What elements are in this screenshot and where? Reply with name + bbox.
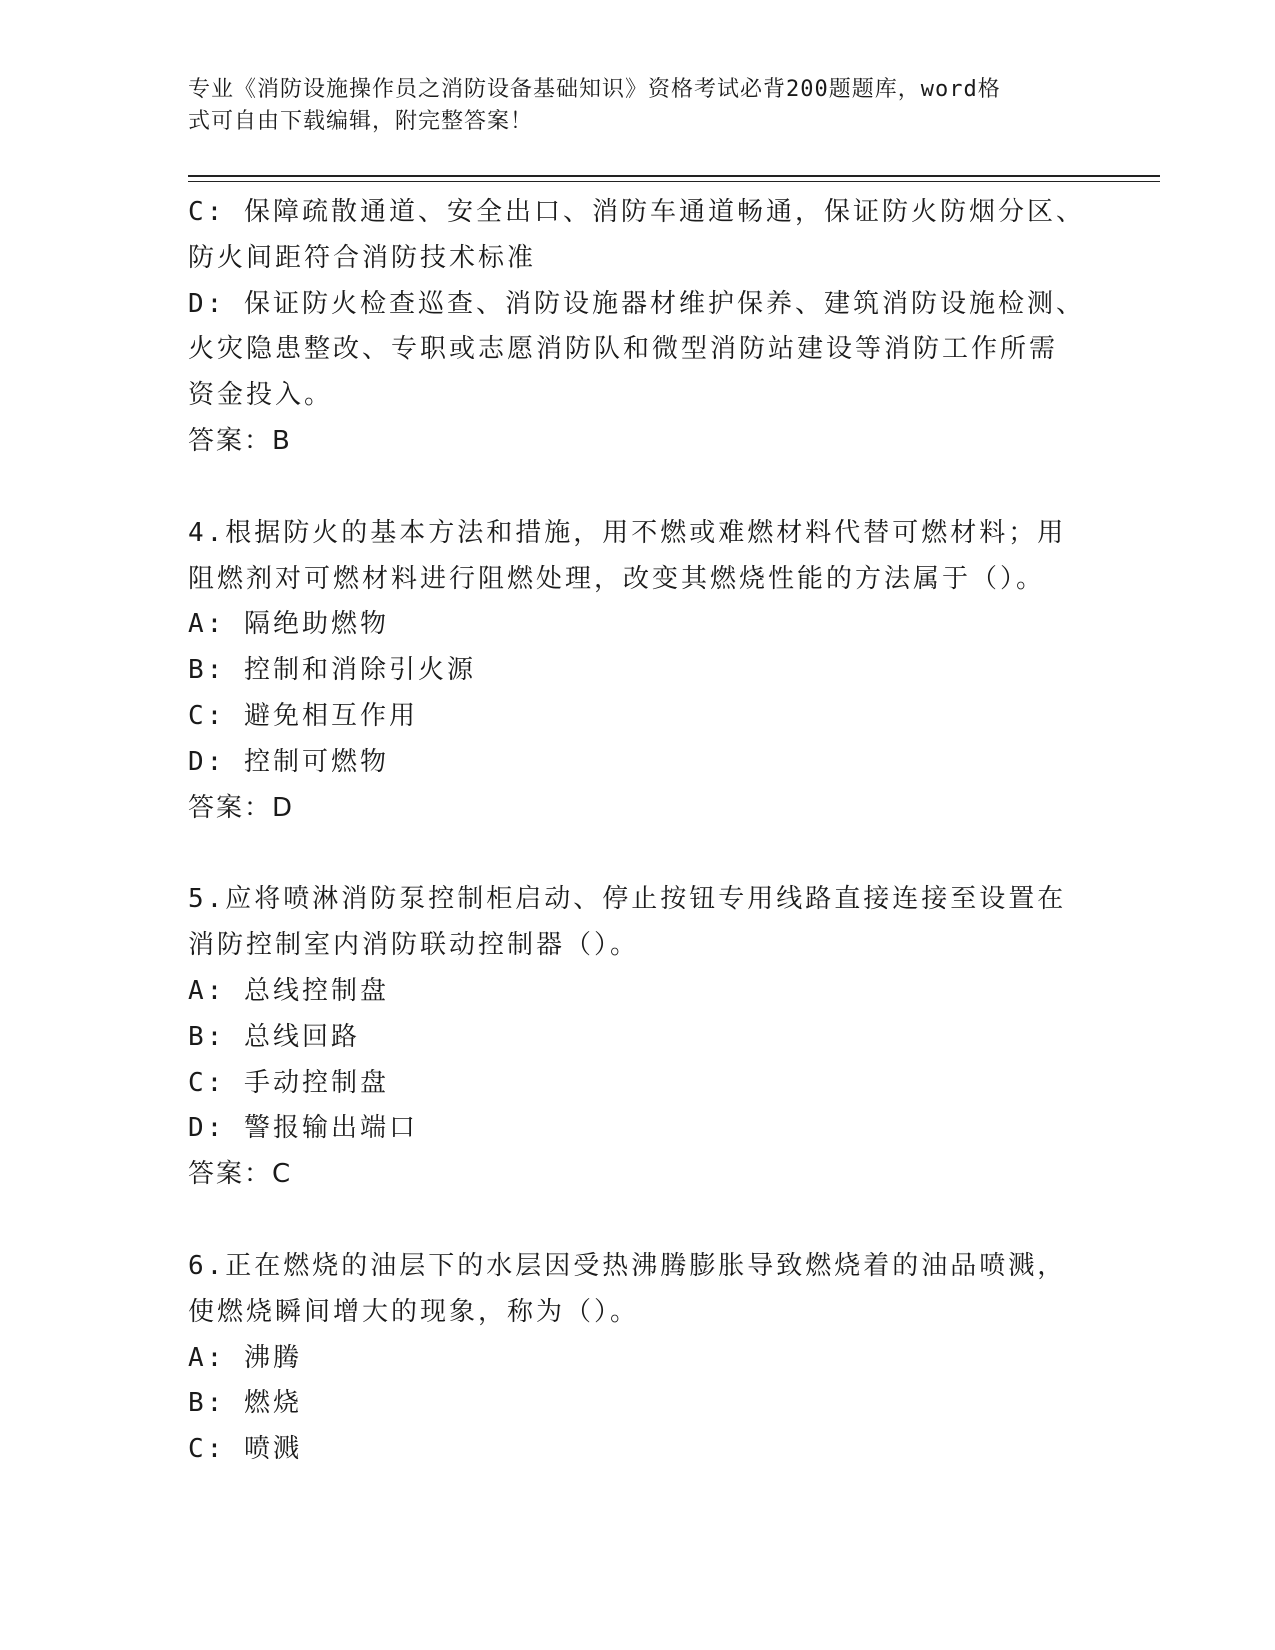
option-c: C: 手动控制盘	[188, 1067, 389, 1098]
option-d: D: 警报输出端口	[188, 1113, 418, 1144]
question-spacer	[188, 1198, 1088, 1244]
option-c: C: 避免相互作用	[188, 700, 418, 731]
header-line-2: 式可自由下载编辑，附完整答案！	[188, 109, 534, 134]
question-stem-line-1: 4.根据防火的基本方法和措施，用不燃或难燃材料代替可燃材料；用	[188, 517, 1067, 548]
answer-label: 答案：C	[188, 1159, 293, 1190]
option-b: B: 控制和消除引火源	[188, 655, 476, 686]
option-a: A: 总线控制盘	[188, 975, 389, 1006]
question-stem-line-1: 6.正在燃烧的油层下的水层因受热沸腾膨胀导致燃烧着的油品喷溅，	[188, 1250, 1067, 1281]
option-a: A: 隔绝助燃物	[188, 609, 389, 640]
question-spacer	[188, 831, 1088, 877]
question-spacer	[188, 465, 1088, 511]
option-c: C: 喷溅	[188, 1434, 302, 1465]
question-stem-line-1: 5.应将喷淋消防泵控制柜启动、停止按钮专用线路直接连接至设置在	[188, 884, 1067, 915]
option-d-line-3: 资金投入。	[188, 380, 334, 411]
question-4	[188, 511, 1088, 832]
option-d-line-1: D: 保证防火检查巡查、消防设施器材维护保养、建筑消防设施检测、	[188, 288, 1085, 319]
question-stem-line-2: 阻燃剂对可燃材料进行阻燃处理，改变其燃烧性能的方法属于（）。	[188, 563, 1046, 594]
question-stem-line-2: 使燃烧瞬间增大的现象，称为（）。	[188, 1296, 640, 1327]
question-stem-line-2: 消防控制室内消防联动控制器（）。	[188, 930, 640, 961]
option-c-line-2: 防火间距符合消防技术标准	[188, 242, 537, 273]
question-5	[188, 877, 1088, 1198]
option-c-line-1: C: 保障疏散通道、安全出口、消防车通道畅通，保证防火防烟分区、	[188, 197, 1085, 227]
question-content	[188, 190, 1088, 1473]
option-d-line-2: 火灾隐患整改、专职或志愿消防队和微型消防站建设等消防工作所需	[188, 334, 1059, 365]
option-a: A: 沸腾	[188, 1342, 302, 1373]
question-6	[188, 1244, 1088, 1473]
option-d: D: 控制可燃物	[188, 746, 389, 777]
option-b: B: 总线回路	[188, 1021, 360, 1052]
header-line-1: 专业《消防设施操作员之消防设备基础知识》资格考试必背200题题库，word格	[188, 77, 1001, 102]
question-3-tail	[188, 190, 1088, 465]
answer-label: 答案：D	[188, 792, 295, 823]
answer-label: 答案：B	[188, 425, 292, 456]
document-header	[188, 74, 1088, 138]
header-divider-thick	[188, 175, 1160, 177]
option-b: B: 燃烧	[188, 1388, 302, 1419]
header-divider-thin	[188, 181, 1160, 182]
